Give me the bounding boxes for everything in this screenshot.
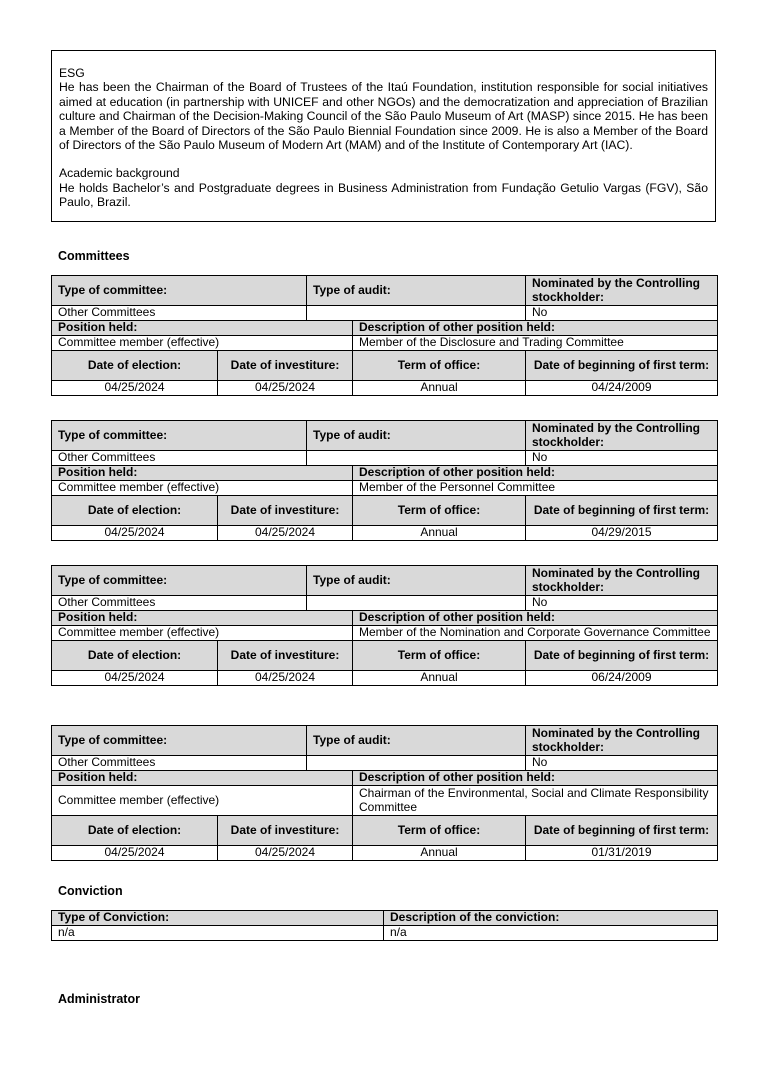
type-of-committee-label: Type of committee:: [52, 276, 307, 306]
position-held-value: Committee member (effective): [52, 626, 353, 641]
description-other-label: Description of other position held:: [353, 466, 718, 481]
committee-type-value: Other Committees: [52, 451, 307, 466]
nominated-value: No: [526, 756, 718, 771]
description-other-label: Description of other position held:: [353, 611, 718, 626]
audit-type-value: [307, 756, 526, 771]
conviction-table: [51, 910, 718, 941]
committee-table: [51, 565, 718, 686]
date-of-election-label: Date of election:: [52, 351, 218, 381]
committee-type-value: Other Committees: [52, 306, 307, 321]
description-other-label: Description of other position held:: [353, 321, 718, 336]
nominated-label: Nominated by the Controlling stockholder:: [526, 421, 718, 451]
conviction-description-label: Description of the conviction:: [384, 911, 718, 926]
position-held-label: Position held:: [52, 466, 353, 481]
audit-type-value: [307, 451, 526, 466]
type-of-committee-label: Type of committee:: [52, 566, 307, 596]
position-held-label: Position held:: [52, 771, 353, 786]
date-of-investiture-label: Date of investiture:: [218, 816, 353, 846]
term-of-office-value: Annual: [353, 526, 526, 541]
description-other-label: Description of other position held:: [353, 771, 718, 786]
term-of-office-value: Annual: [353, 671, 526, 686]
first-term-date-value: 04/29/2015: [526, 526, 718, 541]
audit-type-value: [307, 596, 526, 611]
first-term-date-value: 06/24/2009: [526, 671, 718, 686]
position-held-value: Committee member (effective): [52, 786, 353, 816]
esg-text: He has been the Chairman of the Board of Trustees of the Itaú Foundation, institution responsible for social initiatives aimed at education (in partnership with UNICEF and other NGOs) and the democratization and appreciation of Brazilian culture and Chairman of the Decision-Making Council of the São Paulo Museum of Art (MASP) since 2015. He has been a Member of the Board of Directors of the São Paulo Biennial Foundation since 2009. He is also a Member of the Board of Directors of the São Paulo Museum of Modern Art (MAM) and of the Institute of Contemporary Art (IAC).: [59, 80, 708, 153]
term-of-office-label: Term of office:: [353, 496, 526, 526]
investiture-date-value: 04/25/2024: [218, 846, 353, 861]
date-of-election-label: Date of election:: [52, 496, 218, 526]
nominated-value: No: [526, 306, 718, 321]
nominated-value: No: [526, 451, 718, 466]
committee-table: [51, 275, 718, 396]
term-of-office-label: Term of office:: [353, 816, 526, 846]
date-beginning-label: Date of beginning of first term:: [526, 496, 718, 526]
academic-text: He holds Bachelor’s and Postgraduate degrees in Business Administration from Fundação Getulio Vargas (FGV), São Paulo, Brazil.: [59, 180, 708, 210]
committee-table: [51, 725, 718, 861]
election-date-value: 04/25/2024: [52, 381, 218, 396]
committees-heading: Committees: [58, 249, 130, 263]
type-of-audit-label: Type of audit:: [307, 421, 526, 451]
nominated-value: No: [526, 596, 718, 611]
nominated-label: Nominated by the Controlling stockholder:: [526, 726, 718, 756]
election-date-value: 04/25/2024: [52, 526, 218, 541]
academic-title: Academic background: [59, 166, 180, 181]
description-other-value: Member of the Disclosure and Trading Committee: [353, 336, 718, 351]
position-held-value: Committee member (effective): [52, 481, 353, 496]
committee-table: [51, 420, 718, 541]
date-of-investiture-label: Date of investiture:: [218, 641, 353, 671]
date-of-investiture-label: Date of investiture:: [218, 351, 353, 381]
description-other-value: Member of the Personnel Committee: [353, 481, 718, 496]
term-of-office-value: Annual: [353, 846, 526, 861]
conviction-heading: Conviction: [58, 884, 123, 898]
date-of-election-label: Date of election:: [52, 816, 218, 846]
date-beginning-label: Date of beginning of first term:: [526, 351, 718, 381]
investiture-date-value: 04/25/2024: [218, 381, 353, 396]
committee-type-value: Other Committees: [52, 596, 307, 611]
audit-type-value: [307, 306, 526, 321]
biography-box: [51, 50, 716, 222]
conviction-type-value: n/a: [52, 926, 384, 941]
esg-title: ESG: [59, 66, 85, 80]
position-held-value: Committee member (effective): [52, 336, 353, 351]
first-term-date-value: 04/24/2009: [526, 381, 718, 396]
type-of-audit-label: Type of audit:: [307, 276, 526, 306]
type-of-audit-label: Type of audit:: [307, 726, 526, 756]
committee-type-value: Other Committees: [52, 756, 307, 771]
conviction-description-value: n/a: [384, 926, 718, 941]
term-of-office-label: Term of office:: [353, 641, 526, 671]
description-other-value: Chairman of the Environmental, Social and Climate Responsibility Committee: [353, 786, 718, 816]
date-of-election-label: Date of election:: [52, 641, 218, 671]
term-of-office-value: Annual: [353, 381, 526, 396]
position-held-label: Position held:: [52, 321, 353, 336]
administrator-heading: Administrator: [58, 992, 140, 1006]
investiture-date-value: 04/25/2024: [218, 671, 353, 686]
first-term-date-value: 01/31/2019: [526, 846, 718, 861]
investiture-date-value: 04/25/2024: [218, 526, 353, 541]
position-held-label: Position held:: [52, 611, 353, 626]
date-of-investiture-label: Date of investiture:: [218, 496, 353, 526]
date-beginning-label: Date of beginning of first term:: [526, 816, 718, 846]
conviction-type-label: Type of Conviction:: [52, 911, 384, 926]
nominated-label: Nominated by the Controlling stockholder:: [526, 566, 718, 596]
description-other-value: Member of the Nomination and Corporate Governance Committee: [353, 626, 718, 641]
term-of-office-label: Term of office:: [353, 351, 526, 381]
type-of-audit-label: Type of audit:: [307, 566, 526, 596]
date-beginning-label: Date of beginning of first term:: [526, 641, 718, 671]
election-date-value: 04/25/2024: [52, 671, 218, 686]
type-of-committee-label: Type of committee:: [52, 421, 307, 451]
nominated-label: Nominated by the Controlling stockholder:: [526, 276, 718, 306]
election-date-value: 04/25/2024: [52, 846, 218, 861]
type-of-committee-label: Type of committee:: [52, 726, 307, 756]
